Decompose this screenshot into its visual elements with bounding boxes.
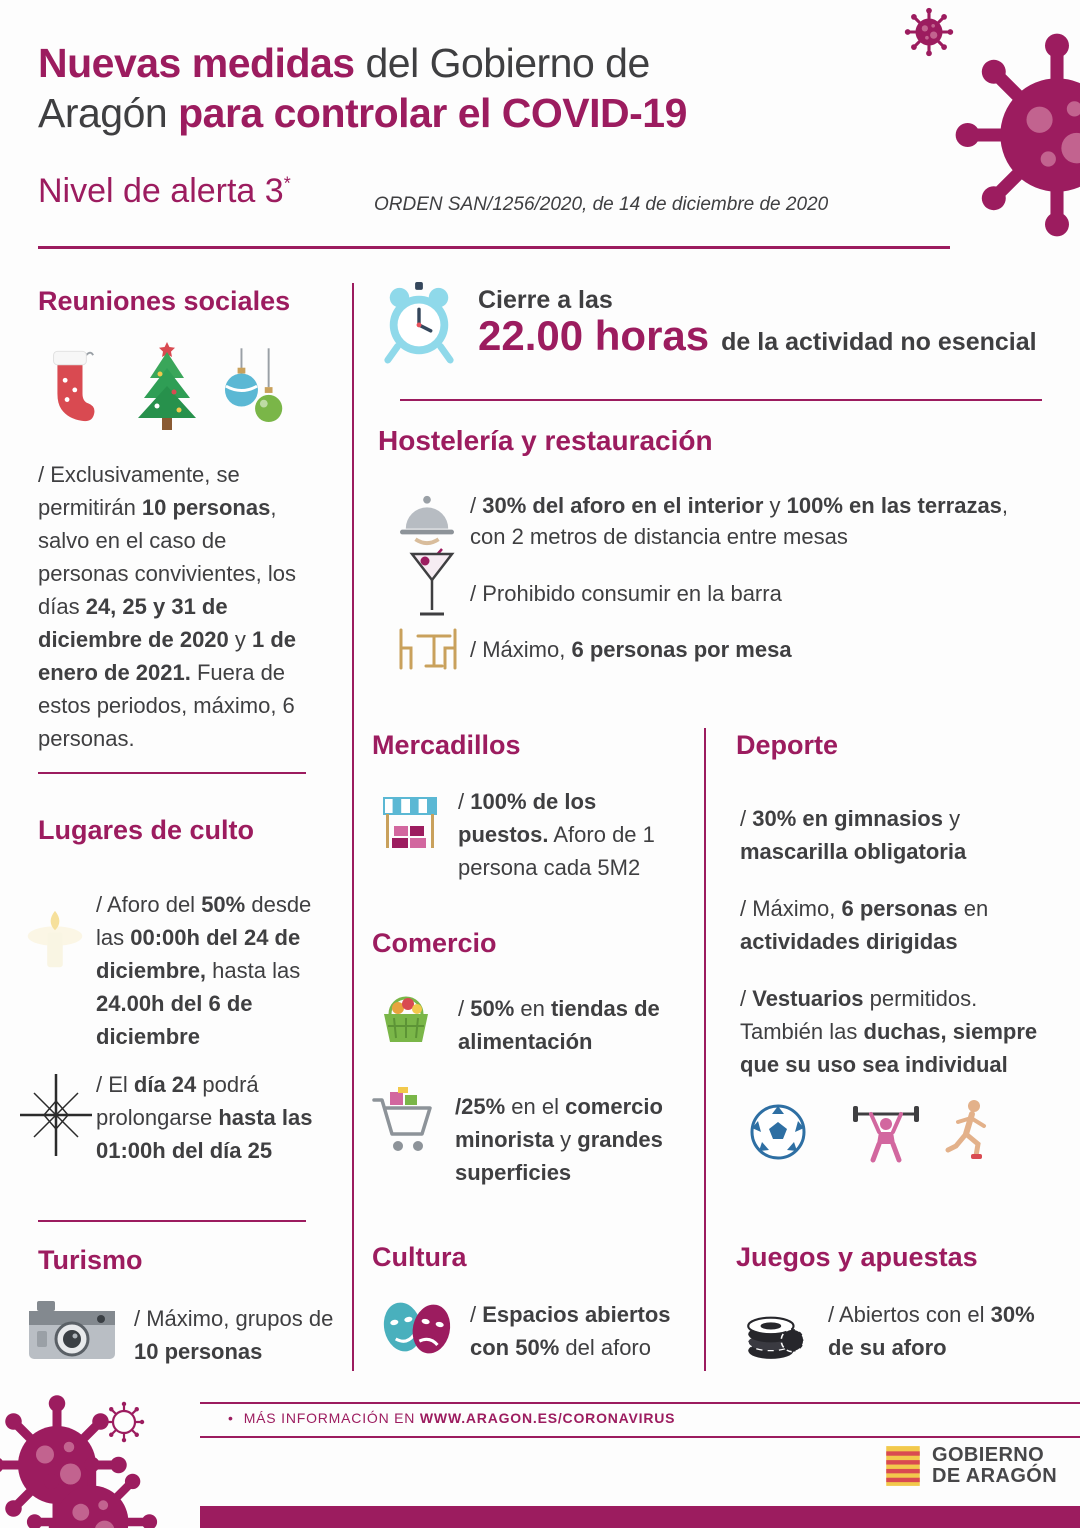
runner-icon [944,1098,994,1164]
hosteleria-item-3-text: / Máximo, 6 personas por mesa [470,637,792,662]
order-reference: ORDEN SAN/1256/2020, de 14 de diciembre de 2020 [374,194,829,215]
shopping-cart-icon [372,1086,438,1160]
page-title [38,38,687,138]
footer-divider-top [200,1402,1080,1404]
reuniones-heading: Reuniones sociales [38,286,291,316]
comercio-item-2-text: /25% en el comercio minorista y grandes superficies [455,1094,663,1185]
divider [38,772,306,774]
hosteleria-heading: Hostelería y restauración [378,425,713,456]
page-title-line1: Nuevas medidas del Gobierno de [38,40,650,86]
virus-icon [948,26,1080,244]
footer-divider-bottom [200,1436,1080,1438]
aragon-flag-icon [884,1444,922,1488]
comercio-item-1-text: / 50% en tiendas de alimentación [458,996,660,1054]
divider [38,1220,306,1222]
cierre-suffix: de la actividad no esencial [721,328,1037,356]
mercadillos-text: / 100% de los puestos. Aforo de 1 persona cada 5M2 [458,789,655,880]
deporte-item-3-text: / Vestuarios permitidos. También las duchas, siempre que su uso sea individual [740,986,1038,1077]
aragon-logo-text: GOBIERNO DE ARAGÓN [932,1444,1058,1487]
header-divider [38,246,950,249]
culto-item-2-text: / El día 24 podrá prolongarse hasta las 01:00h del día 25 [96,1072,313,1163]
bottom-bar [200,1506,1080,1528]
cocktail-icon [408,548,456,624]
poker-chips-icon [744,1294,806,1362]
page-title-line2: Aragón para controlar el COVID-19 [38,90,687,136]
culto-heading: Lugares de culto [38,815,255,845]
deporte-item-2-text: / Máximo, 6 personas en actividades dirigidas [740,896,989,954]
culto-item-1-text: / Aforo del 50% desde las 00:00h del 24 de diciembre, hasta las 24.00h del 6 de diciembre [96,892,312,1049]
hosteleria-item-2-text: / Prohibido consumir en la barra [470,581,782,606]
hosteleria-item-1-text: / 30% del aforo en el interior y 100% en las terrazas, con 2 metros de distancia entre mesas [470,493,1009,549]
market-stall-icon [380,792,440,856]
soccer-ball-icon [748,1102,808,1162]
column-divider [704,728,706,1371]
alarm-clock-icon [380,281,458,365]
cierre-time: 22.00 horas [478,312,710,359]
footer-info-text: MÁS INFORMACIÓN EN WWW.ARAGON.ES/CORONAVIRUS [243,1410,676,1426]
deporte-heading: Deporte [736,730,839,760]
deporte-item-1-text: / 30% en gimnasios y mascarilla obligatoria [740,806,967,864]
mercadillos-heading: Mercadillos [372,730,521,760]
star-icon [16,1072,96,1158]
turismo-heading: Turismo [38,1245,143,1275]
christmas-stocking-icon [42,346,96,428]
camera-icon [26,1297,118,1367]
cierre-line2 [478,312,1037,360]
divider [400,399,1042,401]
reuniones-text: / Exclusivamente, se permitirán 10 personas, salvo en el caso de personas convivientes, los días 24, 25 y 31 de diciembre de 2020 y 1 de enero de 2021. Fuera de estos periodos, máximo, 6 personas. [38,462,297,751]
table-chairs-icon [396,624,460,670]
footer-bullet: • [228,1410,234,1426]
alert-asterisk: * [283,173,291,194]
serving-dish-icon [398,492,456,546]
juegos-text: / Abiertos con el 30% de su aforo [828,1302,1035,1360]
footer-info [228,1410,675,1426]
virus-icon [22,1452,162,1528]
candle-icon [20,905,90,977]
virus-outline-icon [102,1400,146,1444]
cultura-text: / Espacios abiertos con 50% del aforo [470,1302,671,1360]
cierre-line1: Cierre a las [478,286,613,314]
christmas-tree-icon [132,340,202,432]
column-divider [352,283,354,1371]
alert-level: Nivel de alerta 3* [38,172,291,210]
juegos-heading: Juegos y apuestas [736,1242,978,1272]
turismo-text: / Máximo, grupos de 10 personas [134,1306,334,1364]
cultura-heading: Cultura [372,1242,467,1272]
weightlifter-icon [850,1100,922,1164]
theater-masks-icon [378,1294,456,1362]
aragon-logo [884,1444,1057,1488]
comercio-heading: Comercio [372,928,497,958]
baubles-icon [224,348,290,434]
grocery-basket-icon [376,988,436,1048]
